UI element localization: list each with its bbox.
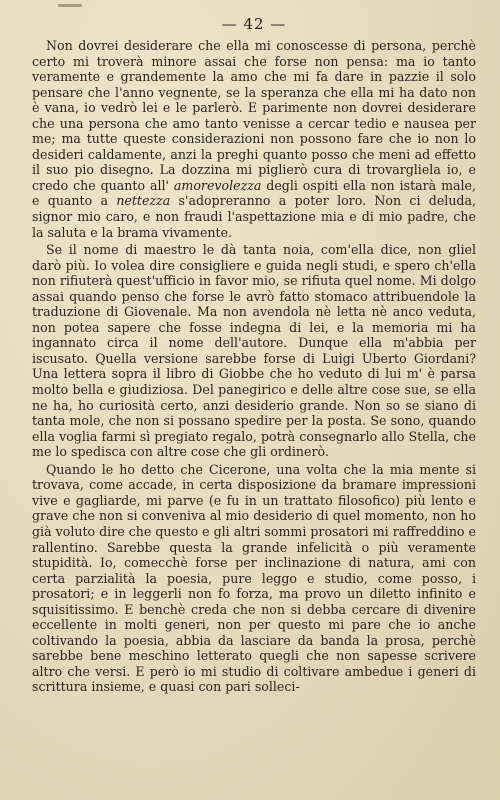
paragraph [32,242,476,460]
italic-phrase: nettezza [116,193,171,209]
ink-smudge [58,4,82,7]
text-run: s'adopreranno a poter loro. Non ci deluda, signor mio caro, e non fraudi l'aspettazione mia e di mio padre, che la saluta e la brama vivamente. [32,193,477,240]
paragraph [32,462,476,695]
text-run: Se il nome di maestro le dà tanta noia, com'ella dice, non gliel darò più. Io volea dire consigliere e guida negli studi, e spero ch'ella non rifiuterà quest'ufficio in favor mio, se rifiuta quel nome. Mi dolgo assai quando penso che forse le avrò fatto stomaco attribuendole la traduzione di Giovenale. Ma non avendola nè letta nè anco veduta, non potea sapere che fosse indegna di lei, e la memoria mi ha ingannato circa il nome dell'autore. Dunque ella m'abbia per iscusato. Quella versione sarebbe forse di Luigi Uberto Giordani? Una lettera sopra il libro di Giobbe che ho veduto di lui m' è parsa molto bella e giudiziosa. Del panegirico e delle altre cose sue, se ella ne ha, ho curiosità certo, anzi desiderio grande. Non so se siano di tanta mole, che non si possano spedire per la posta. Se sono, quando ella voglia farmi sì pregiato regalo, potrà consegnarlo allo Stella, che me lo spedisca con altre cose che gli ordinerò. [32,242,476,460]
page-number: — 42 — [221,15,287,33]
italic-phrase: amorevolezza [173,177,262,193]
paragraph [32,38,476,240]
text-run: Quando le ho detto che Cicerone, una volta che la mia mente si trovava, come accade, in certa disposizione da bramare impressioni vive e gagliarde, mi parve (e fu in un trattato filosofico) più lento e grave che non si conveniva al mio desiderio di quel momento, non ho già voluto dire che questo e gli altri sommi prosatori mi raffreddino e rallentino. Sarebbe questa la grande infelicità o più veramente stupidità. Io, comecchè forse per inclinazione di natura, ami con certa parzialità la poesia, pure leggo e studio, come posso, i prosatori; e in leggerli non fo forza, ma provo un diletto infinito e squisitissimo. E benchè creda che non si debba cercare di divenire eccellente in molti generi, non per questo mi pare che io anche coltivando la poesia, abbia da lasciare da banda la prosa, perchè sarebbe bene meschino letterato quegli che non sapesse scrivere altro che versi. E però io mi studio di coltivare ambedue i generi di scrittura insieme, e quasi con pari solleci- [32,461,476,695]
text-run: Non dovrei desiderare che ella mi conoscesse di persona, perchè certo mi troverà minore assai che forse non pensa: ma io tanto veramente e grandemente la amo che mi fa dare in pazzie il solo pensare che l'anno vegnente, se la speranza che ella mi ha dato non è vana, io vedrò lei e le parlerò. E parimente non dovrei desiderare che una persona che amo tanto venisse a cercar tedio e nausea per me; ma tutte queste considerazioni non possono fare che io non lo desideri caldamente, anzi la preghi quanto posso che meni ad effetto il suo pio disegno. La dozzina mi piglierò cura di trovargliela io, e credo che quanto all' [32,38,476,193]
text-run: degli ospiti ella non istarà male, e quanto a [32,177,477,209]
body-text [32,38,476,695]
